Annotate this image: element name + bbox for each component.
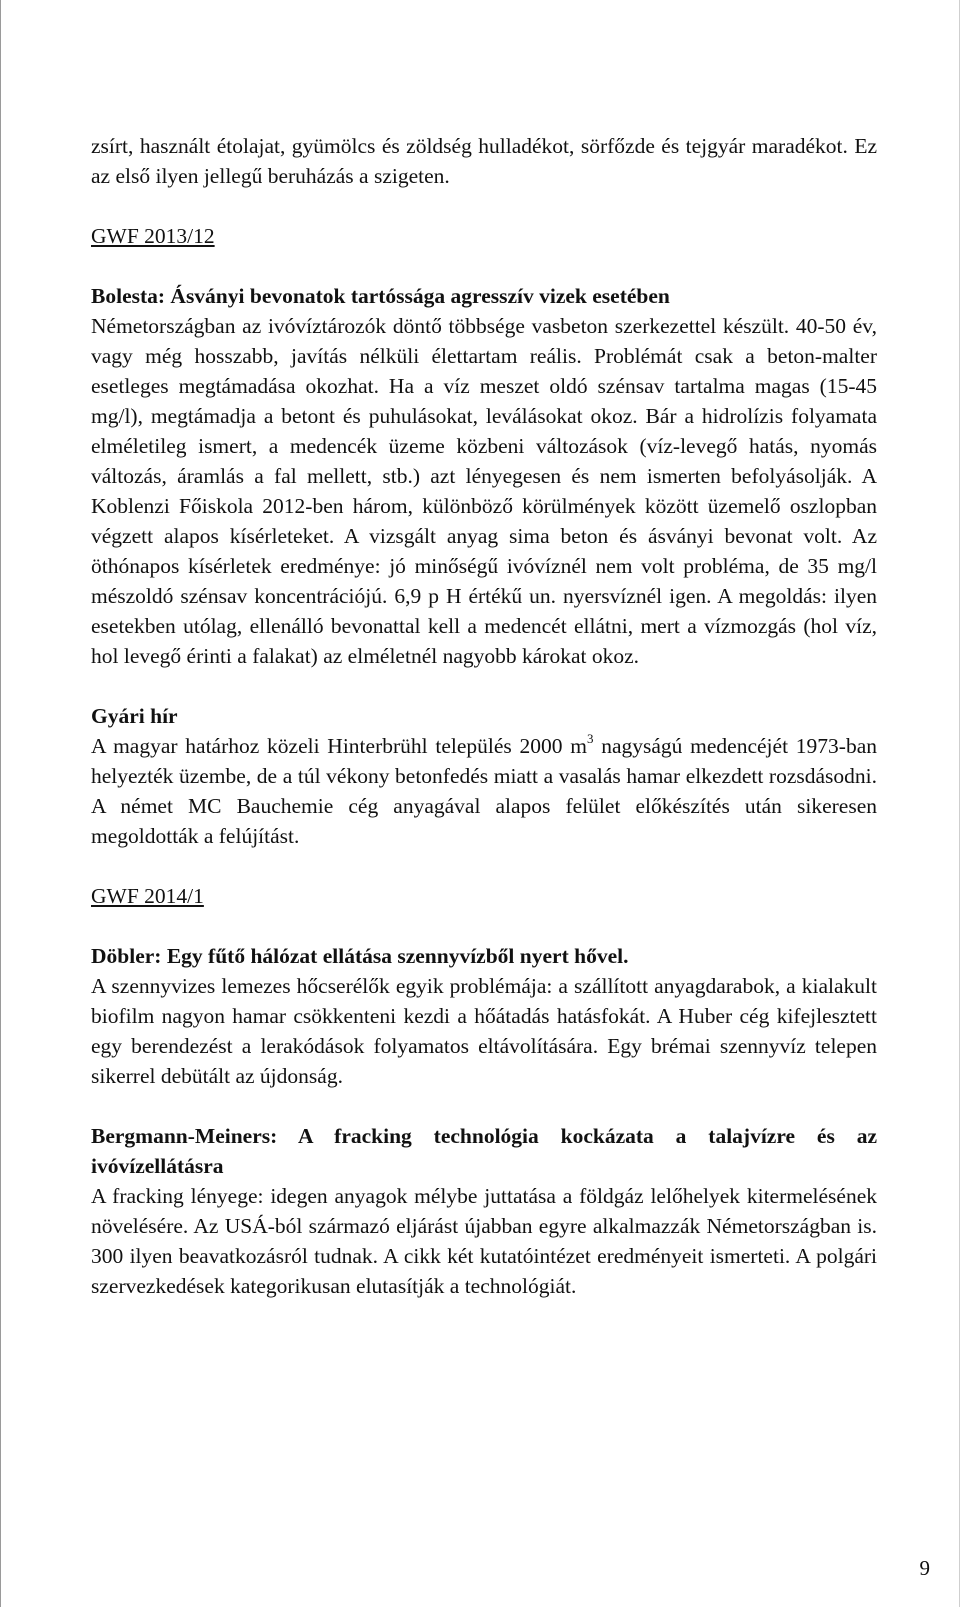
article-body-bergmann-meiners: A fracking lényege: idegen anyagok mélybe juttatása a földgáz lelőhelyek kitermelésének növelésére. Az USÁ-ból származó eljárást újabban egyre alkalmazzák Németországban is. 300 ilyen beavatkozásról tudnak. A cikk két kutatóintézet eredményeit ismerteti. A polgári szervezkedések kategorikusan elutasítják a technológiát. [91,1184,877,1298]
article-body-gyari-hir-part1: A magyar határhoz közeli Hinterbrühl település 2000 m [91,734,587,758]
article-title-gyari-hir: Gyári hír [91,704,178,728]
article-title-bergmann-meiners: Bergmann-Meiners: A fracking technológia kockázata a talajvízre és az ivóvízellátásra [91,1124,877,1178]
superscript-3: 3 [586,730,594,746]
page-left-border [0,0,1,1607]
article-body-bolesta: Németországban az ivóvíztározók döntő többsége vasbeton szerkezettel készült. 40-50 év, vagy még hosszabb, javítás nélküli élettartam reális. Problémát csak a beton-malter esetleges megtámadása okozhat. Ha a víz meszet oldó szénsav tartalma magas (15-45 mg/l), megtámadja a betont és puhulásokat, leválásokat okoz. Bár a hidrolízis folyamata elméletileg ismert, a medencék üzeme közbeni változások (víz-levegő hatás, nyomás változás, áramlás a fal mellett, stb.) azt lényegesen és nem ismerten befolyásolják. A Koblenzi Főiskola 2012-ben három, különböző körülmények között üzemelő oszlopban végzett alapos kísérleteket. A vizsgált anyag sima beton és ásványi bevonat volt. Az öthónapos kísérletek eredménye: jó minőségű ivóvíznél nem volt probléma, de 35 mg/l mészoldó szénsav koncentrációjú. 6,9 p H értékű un. nyersvíznél igen. A megoldás: ilyen esetekben utólag, ellenálló bevonattal kell a medencét ellátni, mert a vízmozgás (hol víz, hol levegő érinti a falakat) az elméletnél nagyobb károkat okoz. [91,314,877,668]
article-body-gyari-hir [91,731,877,851]
article-title-dobler: Döbler: Egy fűtő hálózat ellátása szennyvízből nyert hővel. [91,944,629,968]
intro-paragraph: zsírt, használt étolajat, gyümölcs és zöldség hulladékot, sörfőzde és tejgyár maradékot. Ez az első ilyen jellegű beruházás a szigeten. [91,134,877,188]
article-body-dobler: A szennyvizes lemezes hőcserélők egyik problémája: a szállított anyagdarabok, a kialakult biofilm nagyon hamar csökkenteni kezdi a hőátadás hatásfokát. A Huber cég kifejlesztett egy berendezést a lerakódások folyamatos eltávolítására. Egy brémai szennyvíz telepen sikerrel debütált az újdonság. [91,974,877,1088]
document-body [91,131,877,1301]
page-number: 9 [919,1556,930,1580]
section-heading-gwf-2014-1: GWF 2014/1 [91,884,204,908]
article-body-gyari-hir-part2: nagyságú medencéjét 1973-ban helyezték üzembe, de a túl vékony betonfedés miatt a vasalás hamar elkezdett rozsdásodni. A német MC Bauchemie cég anyagával alapos felület előkészítés után sikeresen megoldották a felújítást. [91,734,877,848]
article-title-bolesta: Bolesta: Ásványi bevonatok tartóssága agresszív vizek esetében [91,284,670,308]
section-heading-gwf-2013-12: GWF 2013/12 [91,224,215,248]
